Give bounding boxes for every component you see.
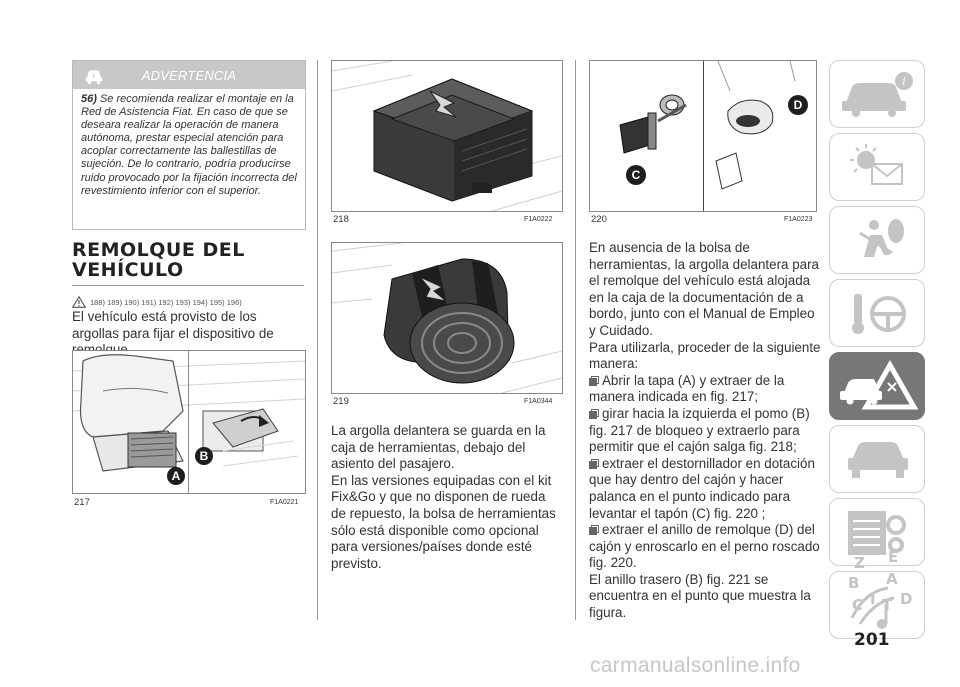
right-paragraph-2: Para utilizarla, proceder de la siguiente manera: xyxy=(589,339,821,372)
tab-starting-driving[interactable] xyxy=(829,279,925,347)
right-paragraph-1: En ausencia de la bolsa de herramientas, la argolla delantera para el remolque del vehículo está alojada en la caja de la documentación de a bordo, junto con el Manual de Empleo y Cuidado. xyxy=(589,240,820,338)
list-item xyxy=(589,373,821,406)
section-title xyxy=(72,240,304,280)
index-letter: E xyxy=(888,548,899,566)
list-item xyxy=(589,522,821,572)
right-text xyxy=(589,240,821,622)
figure-218-code: F1A0222 xyxy=(524,216,553,223)
car-info-icon xyxy=(830,61,924,127)
warning-text xyxy=(73,89,305,198)
page-number: 201 xyxy=(854,630,890,650)
figure-219-code: F1A0344 xyxy=(524,398,553,405)
figure-218 xyxy=(331,60,563,212)
reference-list: 188) 189) 190) 191) 192) 193) 194) 195) 196) xyxy=(90,297,242,307)
warning-header xyxy=(73,61,305,89)
index-letter: B xyxy=(848,574,860,592)
seat-toolbox-illustration xyxy=(73,351,305,493)
tab-safety[interactable] xyxy=(829,206,925,274)
column-divider-1 xyxy=(317,60,318,620)
figure-220 xyxy=(589,60,817,212)
index-letter: A xyxy=(886,570,898,588)
intro-paragraph: El vehículo está provisto de los argollas para fijar el dispositivo de xyxy=(72,309,274,341)
figure-220-code: F1A0223 xyxy=(784,216,813,223)
list-item-text: Abrir la tapa (A) y extraer de la manera indicada en fig. 217; xyxy=(589,372,785,405)
tab-dashboard[interactable] xyxy=(829,133,925,201)
svg-text:!: ! xyxy=(92,71,96,80)
index-letters xyxy=(848,546,918,614)
figure-220-number: 220 xyxy=(591,214,607,225)
section-rule xyxy=(72,285,304,286)
middle-paragraph-2: En las versiones equipadas con el kit Fix&Go y que no disponen de rueda de repuesto, la bolsa de herramientas sólo está disponible como opcional para versiones/países donde esté previsto. xyxy=(331,472,556,571)
index-letter: I xyxy=(870,590,876,608)
middle-paragraph-1: La argolla delantera se guarda en la caja de herramientas, debajo del asiento del pasajero. xyxy=(331,423,546,472)
list-item-text: extraer el destornillador en dotación que hay dentro del cajón y hacer palanca en el punto indicado para levantar el tapón (C) fig. 220 ; xyxy=(589,455,815,521)
warning-triangle-icon xyxy=(72,296,86,308)
key-steering-icon xyxy=(830,280,924,346)
toolbox-drawer-illustration xyxy=(332,61,562,211)
emergency-warning-icon xyxy=(830,353,924,419)
index-letter: T xyxy=(882,596,893,614)
list-item xyxy=(589,456,821,522)
square-bullet-icon xyxy=(589,525,599,535)
label-a-badge: A xyxy=(167,467,185,485)
reference-notes xyxy=(72,296,242,308)
warning-box xyxy=(72,60,306,230)
warning-number: 56) xyxy=(81,93,97,105)
column-divider-2 xyxy=(575,60,576,620)
figure-217-code: F1A0221 xyxy=(270,499,299,506)
towing-ring-illustration xyxy=(590,61,816,211)
rolled-tool-bag-illustration xyxy=(332,243,562,393)
list-item-text: girar hacia la izquierda el pomo (B) fig. 217 de bloqueo y extraerlo para permitir que el cajón salga fig. 218; xyxy=(589,405,810,455)
square-bullet-icon xyxy=(589,459,599,469)
figure-217 xyxy=(72,350,306,494)
right-paragraph-3: El anillo trasero (B) fig. 221 se encuentra en el punto que muestra la figura. xyxy=(589,571,811,621)
dashboard-lights-icon xyxy=(830,134,924,200)
tab-maintenance[interactable] xyxy=(829,425,925,493)
figure-219 xyxy=(331,242,563,394)
warning-body: Se recomienda realizar el montaje en la Red de Asistencia Fiat. En caso de que se deseara realizar la operación de manera autónoma, prestar especial atención para acoplar correctamente las ballestillas de sujeción. De lo contrario, podría producirse ruido provocado por la fijación incorrecta del revestimiento inferior con el superior. xyxy=(81,93,297,197)
figure-219-number: 219 xyxy=(333,396,349,407)
safety-airbag-icon xyxy=(830,207,924,273)
index-letter: Z xyxy=(854,554,865,572)
watermark: carmanualsonline.info xyxy=(590,654,801,677)
section-title-line1: REMOLQUE DEL xyxy=(72,239,245,261)
middle-text xyxy=(331,423,563,572)
figure-217-number: 217 xyxy=(74,497,90,508)
svg-text:i: i xyxy=(902,75,906,88)
tab-emergency[interactable] xyxy=(829,352,925,420)
figure-218-number: 218 xyxy=(333,214,349,225)
label-b-badge: B xyxy=(195,447,213,465)
label-c-badge: C xyxy=(626,165,646,185)
warning-title: ADVERTENCIA xyxy=(141,67,237,83)
index-letter: C xyxy=(852,596,864,614)
car-maintenance-icon xyxy=(830,426,924,492)
section-title-line2: VEHÍCULO xyxy=(72,259,184,281)
car-warning-icon xyxy=(83,64,105,86)
square-bullet-icon xyxy=(589,376,599,386)
square-bullet-icon xyxy=(589,409,599,419)
index-letter: D xyxy=(900,590,913,608)
list-item xyxy=(589,406,821,456)
label-d-badge: D xyxy=(788,95,808,115)
tab-vehicle-info[interactable] xyxy=(829,60,925,128)
list-item-text: extraer el anillo de remolque (D) del cajón y enroscarlo en el perno roscado fig. 220. xyxy=(589,522,820,571)
